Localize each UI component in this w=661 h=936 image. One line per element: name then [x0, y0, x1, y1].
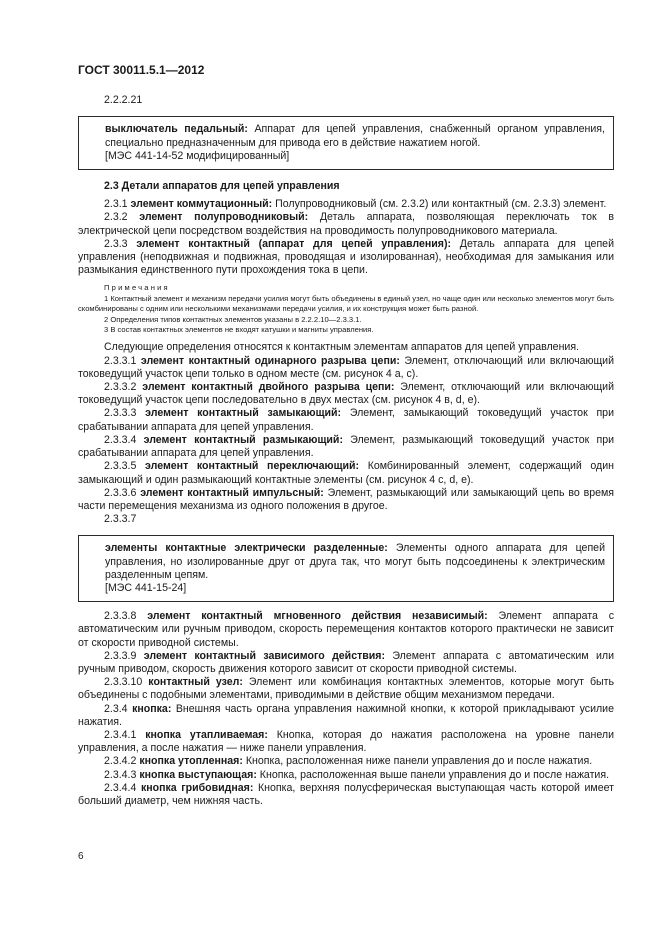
- clause-number: 2.3.4: [104, 702, 133, 715]
- clause-text: Элемент, отключающий или включающий токоведущий участок цепи последовательно в двух местах (см. рисунок 4 в, d, e).: [78, 381, 614, 407]
- clause-text: Полупроводниковый (см. 2.3.2) или контактный (см. 2.3.3) элемент.: [272, 198, 607, 211]
- term: кнопка:: [132, 702, 172, 715]
- term: кнопка грибовидная:: [140, 781, 254, 794]
- clause-number: 2.3.4.3: [104, 768, 140, 781]
- clause: [78, 769, 614, 782]
- term: элемент контактный импульсный:: [140, 486, 324, 499]
- clause-number: 2.3.1: [104, 198, 131, 211]
- document-header: ГОСТ 30011.5.1—2012: [78, 63, 205, 77]
- page-content: [78, 64, 614, 808]
- clause-number: 2.3.3.3: [104, 407, 146, 420]
- clause-number: 2.3.3.4: [104, 433, 144, 446]
- term: кнопка утопленная:: [139, 755, 243, 768]
- clause-number: 2.3.4.2: [104, 755, 140, 768]
- clause-text: Деталь аппарата, позволяющая переключать ток в электрической цепи посредством воздействия на проводимость полупроводникового материала.: [78, 211, 614, 237]
- definition-text: [105, 542, 605, 582]
- clause-number: 2.3.4.4: [104, 781, 141, 794]
- definition-box: [78, 116, 614, 170]
- definition-body: Элементы одного аппарата для цепей управления, но изолированные друг от друга так, что могут быть подсоединены к электрическим разделенным цепям.: [105, 542, 605, 581]
- clause-text: Кнопка, расположенная выше панели управления до и после нажатия.: [256, 768, 610, 781]
- clause: [78, 729, 614, 755]
- clause-number: 2.3.4.1: [104, 728, 146, 741]
- clause-text: Кнопка, верхняя полусферическая выступающая часть которой имеет больший диаметр, чем нижняя часть.: [78, 781, 614, 807]
- clause-text: Кнопка, которая до нажатия расположена на уровне панели управления, а после нажатия — ниже панели управления.: [78, 728, 614, 755]
- definition-body: Аппарат для цепей управления, снабженный органом управления, специально предназначенным для привода его в действие нажатием ногой.: [105, 123, 605, 149]
- note-item: 3 В состав контактных элементов не входят катушки и магниты управления.: [104, 325, 374, 335]
- term: элементы контактные электрически разделенные:: [105, 542, 388, 555]
- term: элемент контактный (аппарат для цепей управления):: [136, 237, 452, 250]
- term: элемент контактный мгновенного действия независимый:: [147, 610, 488, 623]
- clause: [78, 487, 614, 513]
- term: элемент контактный двойного разрыва цепи:: [142, 381, 395, 394]
- term: кнопка выступающая:: [139, 768, 257, 781]
- definition-reference: [МЭС 441-15-24]: [105, 581, 187, 594]
- clause-number: 2.2.2.21: [104, 94, 143, 107]
- clause: [78, 238, 614, 278]
- term: кнопка утапливаемая:: [145, 728, 268, 741]
- clause-number: 2.3.3.1: [104, 354, 141, 367]
- definition-text: [105, 123, 605, 149]
- clause: [78, 381, 614, 407]
- clause: [78, 460, 614, 486]
- clause: [78, 434, 614, 460]
- page-number: 6: [78, 851, 84, 862]
- clause-text: Внешняя часть органа управления нажимной кнопки, к которой прикладывают усилие нажатия.: [78, 702, 614, 728]
- term: элемент контактный замыкающий:: [145, 407, 342, 420]
- clause: [78, 211, 614, 237]
- notes-title: Примечания: [104, 283, 170, 293]
- intro-paragraph: Следующие определения относятся к контактным элементам аппаратов для цепей управления.: [104, 341, 580, 354]
- clause: [78, 407, 614, 433]
- term: выключатель педальный:: [105, 123, 248, 136]
- definition-box: [78, 535, 614, 602]
- clause-number: 2.3.3.6: [104, 486, 141, 499]
- notes-block: [78, 283, 614, 335]
- clause-text: Элемент, размыкающий токоведущий участок при срабатывании аппарата для цепей управления.: [78, 433, 615, 460]
- term: контактный узел:: [148, 676, 243, 689]
- clause: [78, 198, 614, 211]
- term: элемент контактный зависимого действия:: [143, 649, 386, 662]
- clause: [78, 703, 614, 729]
- term: элемент контактный одинарного разрыва цепи:: [140, 354, 400, 367]
- term: элемент контактный размыкающий:: [143, 433, 343, 446]
- clause-text: Кнопка, расположенная ниже панели управления до и после нажатия.: [242, 755, 593, 768]
- clause-text: Элемент, отключающий или включающий токоведущий участок цепи только в одном месте (см. рисунок 4 a, c).: [78, 354, 615, 380]
- clause-number: 2.3.3.2: [104, 381, 143, 394]
- term: элемент коммутационный:: [130, 198, 273, 211]
- clause-number: 2.3.2: [104, 211, 140, 224]
- section-title: 2.3 Детали аппаратов для цепей управления: [104, 180, 340, 193]
- term: элемент контактный переключающий:: [145, 460, 360, 473]
- clause-text: Деталь аппарата для цепей управления (неподвижная и подвижная, проводящая и изолированная), необходимая для замыкания или размыкания единственного пути прохождения тока в цепи.: [78, 237, 614, 277]
- clause-number: 2.3.3.7: [104, 513, 137, 526]
- clause-text: Элемент аппарата с автоматическим или ручным приводом, скорость перемещения контактов которого практически не зависит от скорости приводной системы.: [78, 610, 614, 649]
- clause: [78, 355, 614, 381]
- clause: [78, 676, 614, 702]
- clause-text: Элемент, размыкающий или замыкающий цепь во время части перемещения механизма из одного положения в другое.: [78, 486, 615, 512]
- clause: [78, 755, 614, 768]
- clause: [78, 782, 614, 808]
- definition-reference: [МЭС 441-14-52 модифицированный]: [105, 149, 290, 162]
- clause-text: Элемент или комбинация контактных элементов, которые могут быть объединены с подобными элементами, приводимыми в действие общим механизмом передачи.: [78, 676, 615, 702]
- clause-text: Элемент, замыкающий токоведущий участок при срабатывании аппарата для цепей управления.: [78, 407, 614, 433]
- note-item: 1 Контактный элемент и механизм передачи усилия могут быть объединены в единый узел, но чаще один или несколько элементов могут быть скомбинированы с одним или несколькими механизмами передачи усилия, и их конструкция может быть разной.: [78, 293, 614, 314]
- clause-number: 2.3.3.8: [104, 610, 148, 623]
- clause-text: Элемент аппарата с автоматическим или ручным приводом, скорость движения которого зависит от скорости приводной системы.: [78, 649, 615, 675]
- clause: [78, 650, 614, 676]
- clause-number: 2.3.3: [104, 237, 137, 250]
- clause-number: 2.3.3.9: [104, 649, 144, 662]
- term: элемент полупроводниковый:: [139, 211, 309, 224]
- clause: [78, 610, 614, 650]
- note-item: 2 Определения типов контактных элементов указаны в 2.2.2.10—2.3.3.1.: [104, 314, 362, 324]
- clause-text: Комбинированный элемент, содержащий один замыкающий и один размыкающий контактные элементы (см. рисунок 4 c, d, e).: [78, 460, 615, 486]
- clause-number: 2.3.3.5: [104, 460, 146, 473]
- clause-number: 2.3.3.10: [104, 676, 149, 689]
